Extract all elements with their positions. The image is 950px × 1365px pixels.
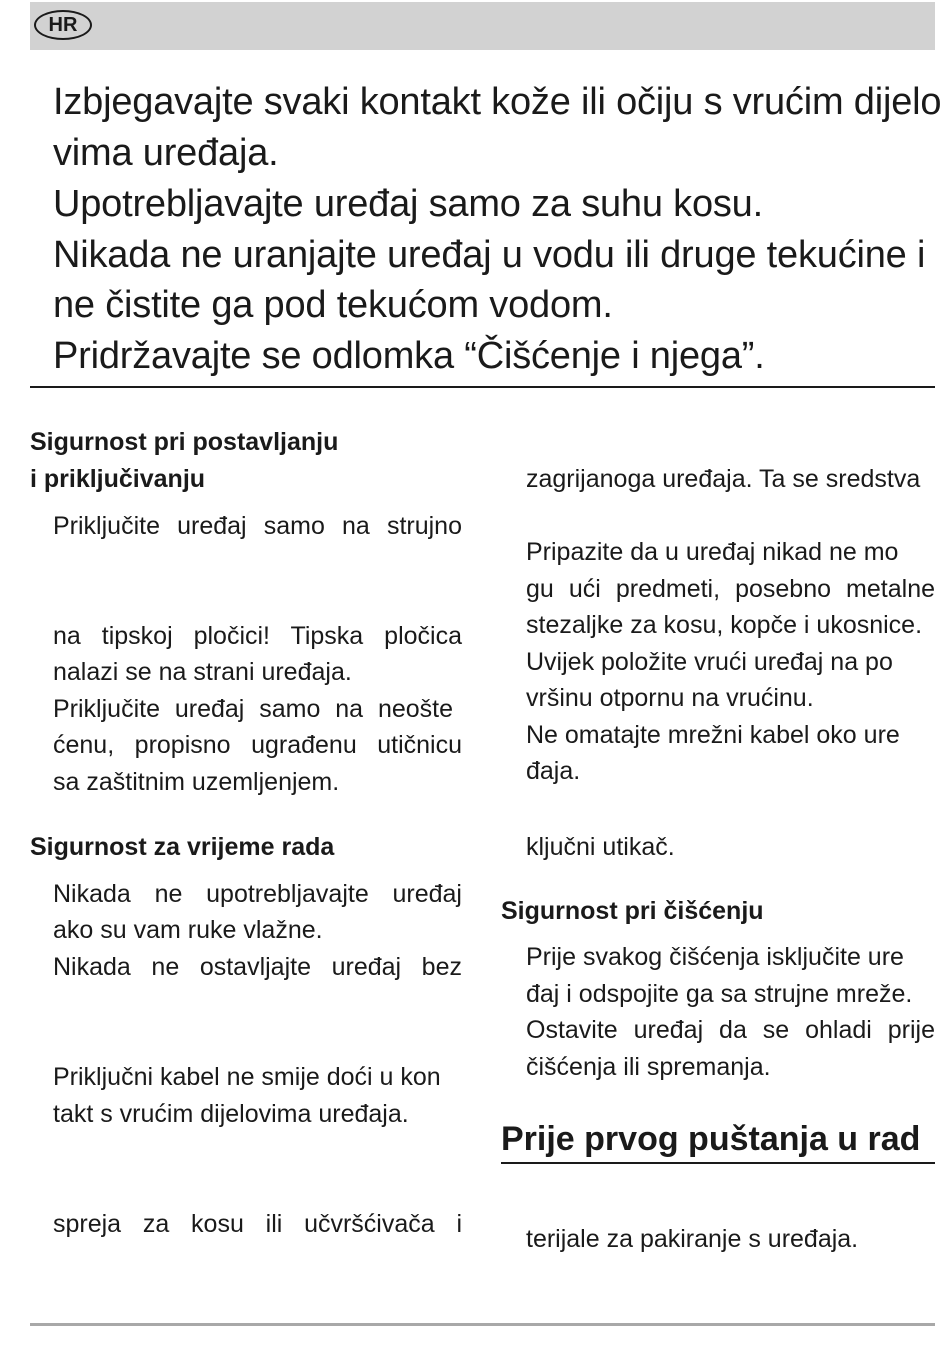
paragraph-line: stezaljke za kosu, kopče i ukosnice.	[526, 611, 923, 639]
paragraph-line: zagrijanoga uređaja. Ta se sredstva	[526, 465, 921, 493]
header-bar	[30, 2, 935, 50]
paragraph-line: čišćenja ili spremanja.	[526, 1053, 771, 1081]
section-title-underline	[501, 1162, 935, 1164]
paragraph-line: ćenu, propisno ugrađenu utičnicu	[53, 731, 462, 759]
intro-line: vima uređaja.	[53, 132, 279, 174]
section-title-first-use: Prije prvog puštanja u rad	[501, 1120, 921, 1158]
intro-line: Pridržavajte se odlomka “Čišćenje i njega”.	[53, 335, 765, 377]
paragraph-line: gu ući predmeti, posebno metalne	[526, 575, 935, 603]
paragraph-line: terijale za pakiranje s uređaja.	[526, 1225, 859, 1253]
paragraph-line: Nikada ne upotrebljavajte uređaj	[53, 880, 462, 908]
section-heading-setup: Sigurnost pri postavljanju	[30, 428, 339, 456]
paragraph-line: takt s vrućim dijelovima uređaja.	[53, 1100, 409, 1128]
paragraph-line: đaj i odspojite ga sa strujne mreže.	[526, 980, 913, 1008]
intro-line: Izbjegavajte svaki kontakt kože ili očiju s vrućim dijelo	[53, 81, 942, 123]
section-heading-operation: Sigurnost za vrijeme rada	[30, 833, 335, 861]
paragraph-line: sa zaštitnim uzemljenjem.	[53, 768, 340, 796]
paragraph-line: Prije svakog čišćenja isključite ure	[526, 943, 904, 971]
intro-line: Upotrebljavajte uređaj samo za suhu kosu.	[53, 183, 763, 225]
paragraph-line: vršinu otpornu na vrućinu.	[526, 684, 814, 712]
paragraph-line: Uvijek položite vrući uređaj na po	[526, 648, 893, 676]
paragraph-line: Priključni kabel ne smije doći u kon	[53, 1063, 441, 1091]
paragraph-line: Priključite uređaj samo na neošte	[53, 695, 453, 723]
intro-line: Nikada ne uranjajte uređaj u vodu ili druge tekućine i	[53, 234, 926, 276]
paragraph-line: Pripazite da u uređaj nikad ne mo	[526, 538, 899, 566]
paragraph-line: Ne omatajte mrežni kabel oko ure	[526, 721, 900, 749]
section-heading-setup-cont: i priključivanju	[30, 465, 206, 493]
language-badge: HR	[34, 10, 92, 40]
section-heading-cleaning: Sigurnost pri čišćenju	[501, 897, 764, 925]
paragraph-line: Nikada ne ostavljajte uređaj bez	[53, 953, 462, 981]
footer-divider	[30, 1323, 935, 1326]
paragraph-line: Ostavite uređaj da se ohladi prije	[526, 1016, 935, 1044]
paragraph-line: nalazi se na strani uređaja.	[53, 658, 352, 686]
paragraph-line: ključni utikač.	[526, 833, 675, 861]
intro-line: ne čistite ga pod tekućom vodom.	[53, 284, 613, 326]
paragraph-line: spreja za kosu ili učvršćivača i	[53, 1210, 462, 1238]
paragraph-line: Priključite uređaj samo na strujno	[53, 512, 462, 540]
intro-divider	[30, 386, 935, 388]
paragraph-line: na tipskoj pločici! Tipska pločica	[53, 622, 462, 650]
paragraph-line: ako su vam ruke vlažne.	[53, 916, 323, 944]
paragraph-line: đaja.	[526, 757, 581, 785]
